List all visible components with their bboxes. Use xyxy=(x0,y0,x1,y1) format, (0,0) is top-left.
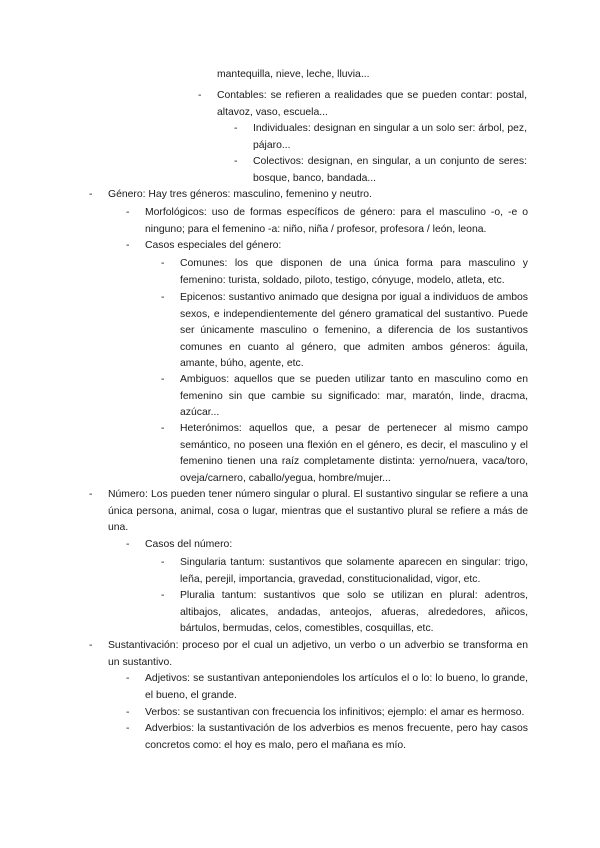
bullet-dash: - xyxy=(234,123,238,134)
list-item-text: Ambiguos: aquellos que se pueden utilizar tanto en masculino como en femenino sin que cambie su significado: mar, maratón, linde, dracma, azúcar... xyxy=(180,374,528,419)
bullet-dash: - xyxy=(126,539,130,550)
bullet-dash: - xyxy=(161,258,165,269)
list-item-text: Número: Los pueden tener número singular o plural. El sustantivo singular se refiere a una única persona, animal, cosa o lugar, mientras que el sustantivo plural se refiere a más de una. xyxy=(108,489,528,534)
bullet-dash: - xyxy=(161,292,165,303)
bullet-dash: - xyxy=(198,90,202,101)
bullet-dash: - xyxy=(234,156,238,167)
list-item-text: Morfológicos: uso de formas específicos de género: para el masculino -o, -e o ninguno; para el femenino -a: niño, niña / profesor, profesora / león, leona. xyxy=(145,207,528,235)
list-item-singularia xyxy=(161,555,528,588)
list-item-text: Epicenos: sustantivo animado que designa por igual a individuos de ambos sexos, e independientemente del género gramatical del sustantivo. Puede ser únicamente masculino o femenino, a diferencia de los sustantivos comunes en cuanto al género, que admiten ambos géneros: águila, amante, búho, agente, etc. xyxy=(180,292,528,370)
bullet-dash: - xyxy=(126,207,130,218)
list-item-ambiguos xyxy=(161,372,528,422)
list-item-casos-genero xyxy=(126,238,528,255)
list-item-comunes xyxy=(161,256,528,289)
bullet-dash: - xyxy=(161,374,165,385)
bullet-dash: - xyxy=(161,423,165,434)
list-item-text: Sustantivación: proceso por el cual un adjetivo, un verbo o un adverbio se transforma en un sustantivo. xyxy=(108,640,528,668)
list-item-text: Adjetivos: se sustantivan anteponiendoles los artículos el o lo: lo bueno, lo grande, el bueno, el grande. xyxy=(145,673,528,701)
list-item-numero xyxy=(89,487,528,537)
list-item-verbos xyxy=(126,705,528,722)
list-item-text: mantequilla, nieve, leche, lluvia... xyxy=(217,69,370,80)
list-item-text: Casos del número: xyxy=(145,539,233,550)
list-item-continuation xyxy=(217,67,527,84)
bullet-dash: - xyxy=(126,707,130,718)
bullet-dash: - xyxy=(126,723,130,734)
list-item-individuales xyxy=(234,121,527,154)
bullet-dash: - xyxy=(89,489,93,500)
bullet-dash: - xyxy=(126,240,130,251)
list-item-text: Heterónimos: aquellos que, a pesar de pertenecer al mismo campo semántico, no poseen una flexión en el género, es decir, el masculino y el femenino tienen una raíz completamente distinta: yerno/nuera, vaca/toro, oveja/carnero, caballo/yegua, hombre/mujer... xyxy=(180,423,528,484)
list-item-text: Casos especiales del género: xyxy=(145,240,282,251)
list-item-genero xyxy=(89,187,528,204)
bullet-dash: - xyxy=(89,640,93,651)
list-item-adverbios xyxy=(126,721,528,754)
list-item-morfologicos xyxy=(126,205,528,238)
list-item-text: Contables: se refieren a realidades que se pueden contar: postal, altavoz, vaso, escuela... xyxy=(217,90,527,118)
list-item-contables xyxy=(198,88,527,121)
list-item-heteronimos xyxy=(161,421,528,487)
list-item-text: Género: Hay tres géneros: masculino, femenino y neutro. xyxy=(108,189,372,200)
list-item-colectivos xyxy=(234,154,527,187)
list-item-text: Singularia tantum: sustantivos que solamente aparecen en singular: trigo, leña, perejil, importancia, gravedad, constitucionalidad, vigor, etc. xyxy=(180,557,528,585)
bullet-dash: - xyxy=(161,557,165,568)
bullet-dash: - xyxy=(161,590,165,601)
list-item-text: Adverbios: la sustantivación de los adverbios es menos frecuente, pero hay casos concretos como: el hoy es malo, pero el mañana es mío. xyxy=(145,723,528,751)
list-item-adjetivos xyxy=(126,671,528,704)
list-item-casos-numero xyxy=(126,537,528,554)
list-item-text: Verbos: se sustantivan con frecuencia los infinitivos; ejemplo: el amar es hermoso. xyxy=(145,707,525,718)
bullet-dash: - xyxy=(89,189,93,200)
list-item-text: Comunes: los que disponen de una única forma para masculino y femenino: turista, soldado, piloto, testigo, cónyuge, modelo, atleta, etc. xyxy=(180,258,528,286)
list-item-text: Colectivos: designan, en singular, a un conjunto de seres: bosque, banco, bandada... xyxy=(253,156,527,184)
bullet-dash: - xyxy=(126,673,130,684)
list-item-pluralia xyxy=(161,588,528,638)
list-item-epicenos xyxy=(161,290,528,373)
list-item-text: Pluralia tantum: sustantivos que solo se utilizan en plural: adentros, altibajos, alicates, andadas, anteojos, afueras, alrededores, añicos, bártulos, bermudas, celos, comestibles, cosquillas, etc. xyxy=(180,590,528,635)
list-item-text: Individuales: designan en singular a un solo ser: árbol, pez, pájaro... xyxy=(253,123,527,151)
list-item-sustantivacion xyxy=(89,638,528,671)
